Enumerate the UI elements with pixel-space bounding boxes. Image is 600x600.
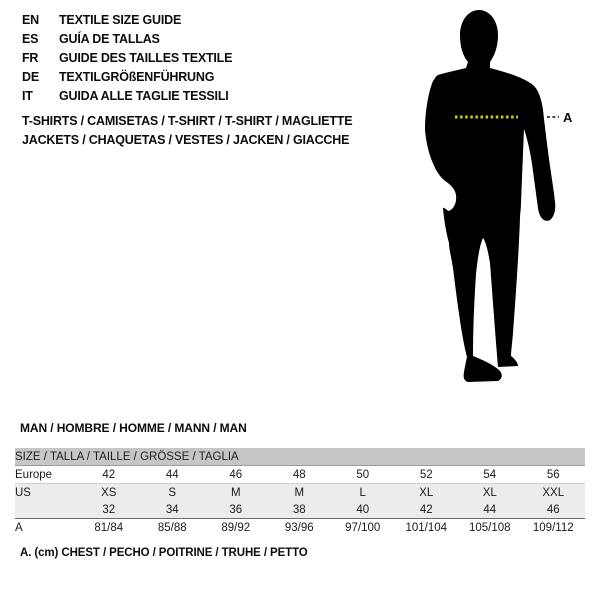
table-row-us-numeric <box>15 501 585 519</box>
table-row-chest-a <box>15 519 585 537</box>
cell: 32 <box>77 501 141 519</box>
cell: XS <box>77 484 141 502</box>
language-code: DE <box>22 69 39 84</box>
man-silhouette <box>425 10 555 382</box>
size-table-header-row <box>15 448 585 466</box>
table-row-europe <box>15 466 585 484</box>
row-label: Europe <box>15 466 77 484</box>
language-label: TEXTILGRÖßENFÜHRUNG <box>59 69 215 84</box>
section-title-man: MAN / HOMBRE / HOMME / MANN / MAN <box>20 421 247 435</box>
cell: 101/104 <box>405 521 448 534</box>
cell: M <box>204 484 268 502</box>
language-label: GUIDA ALLE TAGLIE TESSILI <box>59 88 229 103</box>
size-table-header: SIZE / TALLA / TAILLE / GRÖSSE / TAGLIA <box>15 448 585 466</box>
garment-line-jackets: JACKETS / CHAQUETAS / VESTES / JACKEN / GIACCHE <box>22 133 350 147</box>
size-table <box>15 448 585 536</box>
row-label: US <box>15 484 77 502</box>
language-row <box>22 29 232 48</box>
language-label: TEXTILE SIZE GUIDE <box>59 12 182 27</box>
measure-label-a: A <box>563 110 573 125</box>
cell: 89/92 <box>221 521 251 534</box>
language-code: IT <box>22 88 33 103</box>
cell: 109/112 <box>532 521 574 534</box>
measurement-footnote: A. (cm) CHEST / PECHO / POITRINE / TRUHE / PETTO <box>20 547 308 559</box>
cell: 46 <box>204 466 268 484</box>
cell: XL <box>395 484 459 502</box>
language-row <box>22 67 232 86</box>
cell: S <box>141 484 205 502</box>
language-label: GUÍA DE TALLAS <box>59 31 160 46</box>
cell: 56 <box>522 466 586 484</box>
cell: 40 <box>331 501 395 519</box>
man-figure <box>408 8 578 386</box>
language-label: GUIDE DES TAILLES TEXTILE <box>59 50 233 65</box>
garment-line-tshirts: T-SHIRTS / CAMISETAS / T-SHIRT / T-SHIRT / MAGLIETTE <box>22 114 353 128</box>
language-row <box>22 10 232 29</box>
cell: 81/84 <box>94 521 124 534</box>
cell: L <box>331 484 395 502</box>
language-code: EN <box>22 12 39 27</box>
cell: M <box>268 484 332 502</box>
cell: 42 <box>77 466 141 484</box>
cell: 38 <box>268 501 332 519</box>
cell: 52 <box>395 466 459 484</box>
language-row <box>22 48 232 67</box>
cell: 42 <box>395 501 459 519</box>
cell: 48 <box>268 466 332 484</box>
language-row <box>22 86 232 105</box>
table-row-us <box>15 484 585 502</box>
cell: 34 <box>141 501 205 519</box>
cell: 44 <box>458 501 522 519</box>
row-label <box>15 501 77 519</box>
cell: 105/108 <box>468 521 511 534</box>
cell: 46 <box>522 501 586 519</box>
garment-category-block <box>22 112 352 150</box>
row-label: A <box>15 521 23 534</box>
cell: 54 <box>458 466 522 484</box>
cell: 36 <box>204 501 268 519</box>
language-code: FR <box>22 50 39 65</box>
cell: XL <box>458 484 522 502</box>
cell: 97/100 <box>345 521 381 534</box>
language-title-block <box>22 10 232 105</box>
cell: XXL <box>522 484 586 502</box>
cell: 85/88 <box>157 521 187 534</box>
cell: 93/96 <box>284 521 314 534</box>
cell: 50 <box>331 466 395 484</box>
cell: 44 <box>141 466 205 484</box>
language-code: ES <box>22 31 39 46</box>
